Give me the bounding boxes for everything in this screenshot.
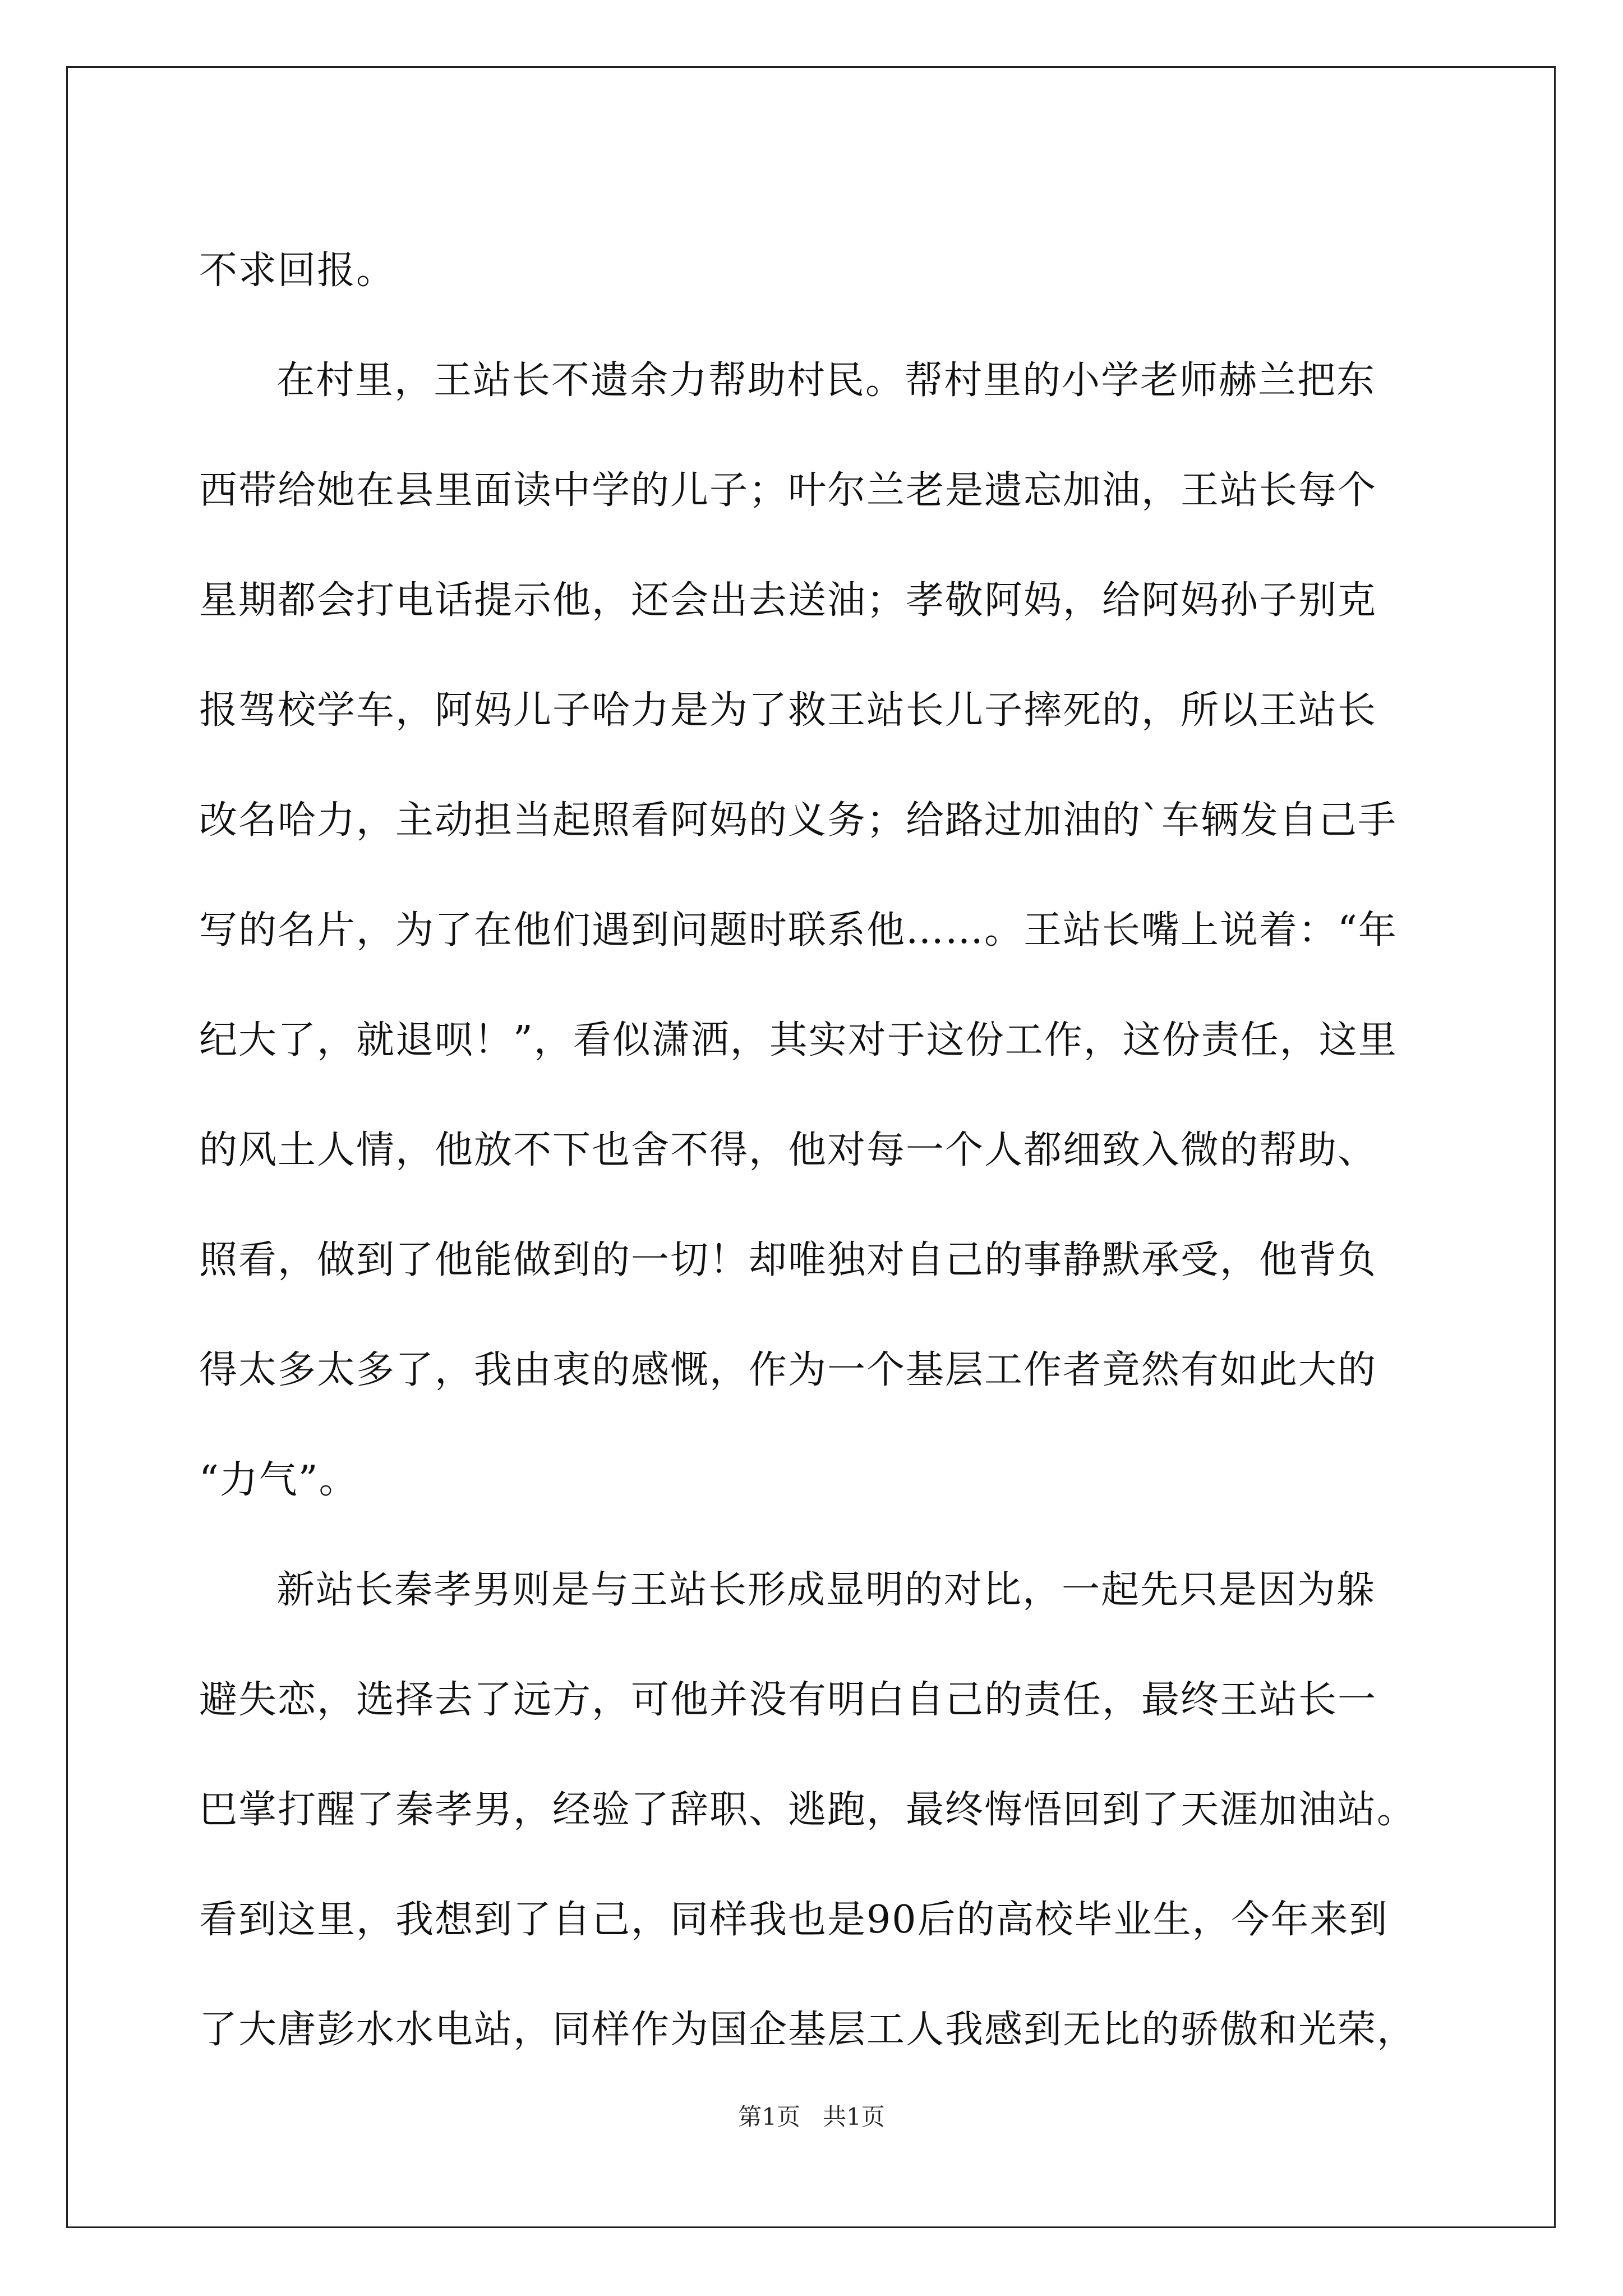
text-line: 星期都会打电话提示他，还会出去送油；孝敬阿妈，给阿妈孙子别克 — [199, 578, 1377, 623]
text-line: 避失恋，选择去了远方，可他并没有明白自己的责任，最终王站长一 — [199, 1678, 1377, 1722]
text-line: 新站长秦孝男则是与王站长形成显明的对比，一起先只是因为躲 — [276, 1568, 1376, 1612]
text-line: 照看，做到了他能做到的一切！却唯独对自己的事静默承受，他背负 — [199, 1238, 1377, 1282]
text-line: 巴掌打醒了秦孝男，经验了辞职、逃跑，最终悔悟回到了天涯加油站。 — [199, 1788, 1417, 1832]
page-number: 第1页 — [738, 2103, 800, 2131]
text-line: 写的名片，为了在他们遇到问题时联系他……。王站长嘴上说着：“年 — [199, 908, 1398, 953]
text-line: 报驾校学车，阿妈儿子哈力是为了救王站长儿子摔死的，所以王站长 — [199, 688, 1377, 733]
text-line: “力气”。 — [199, 1458, 358, 1502]
text-line: 得太多太多了，我由衷的感慨，作为一个基层工作者竟然有如此大的 — [199, 1348, 1377, 1392]
text-line: 西带给她在县里面读中学的儿子；叶尔兰老是遗忘加油，王站长每个 — [199, 468, 1377, 513]
page-footer — [0, 2100, 1623, 2134]
text-line: 纪大了，就退呗！”，看似潇洒，其实对于这份工作，这份责任，这里 — [199, 1018, 1398, 1062]
text-line: 看到这里，我想到了自己，同样我也是90后的高校毕业生，今年来到 — [199, 1898, 1389, 1942]
text-line: 了大唐彭水水电站，同样作为国企基层工人我感到无比的骄傲和光荣， — [199, 2008, 1417, 2052]
page-total: 共1页 — [823, 2103, 885, 2131]
text-line: 改名哈力，主动担当起照看阿妈的义务；给路过加油的`车辆发自己手 — [199, 798, 1398, 843]
text-line: 的风土人情，他放不下也舍不得，他对每一个人都细致入微的帮助、 — [199, 1128, 1377, 1172]
text-line: 不求回报。 — [199, 249, 396, 293]
document-body — [199, 216, 1424, 2085]
text-line: 在村里，王站长不遗余力帮助村民。帮村里的小学老师赫兰把东 — [276, 358, 1376, 403]
